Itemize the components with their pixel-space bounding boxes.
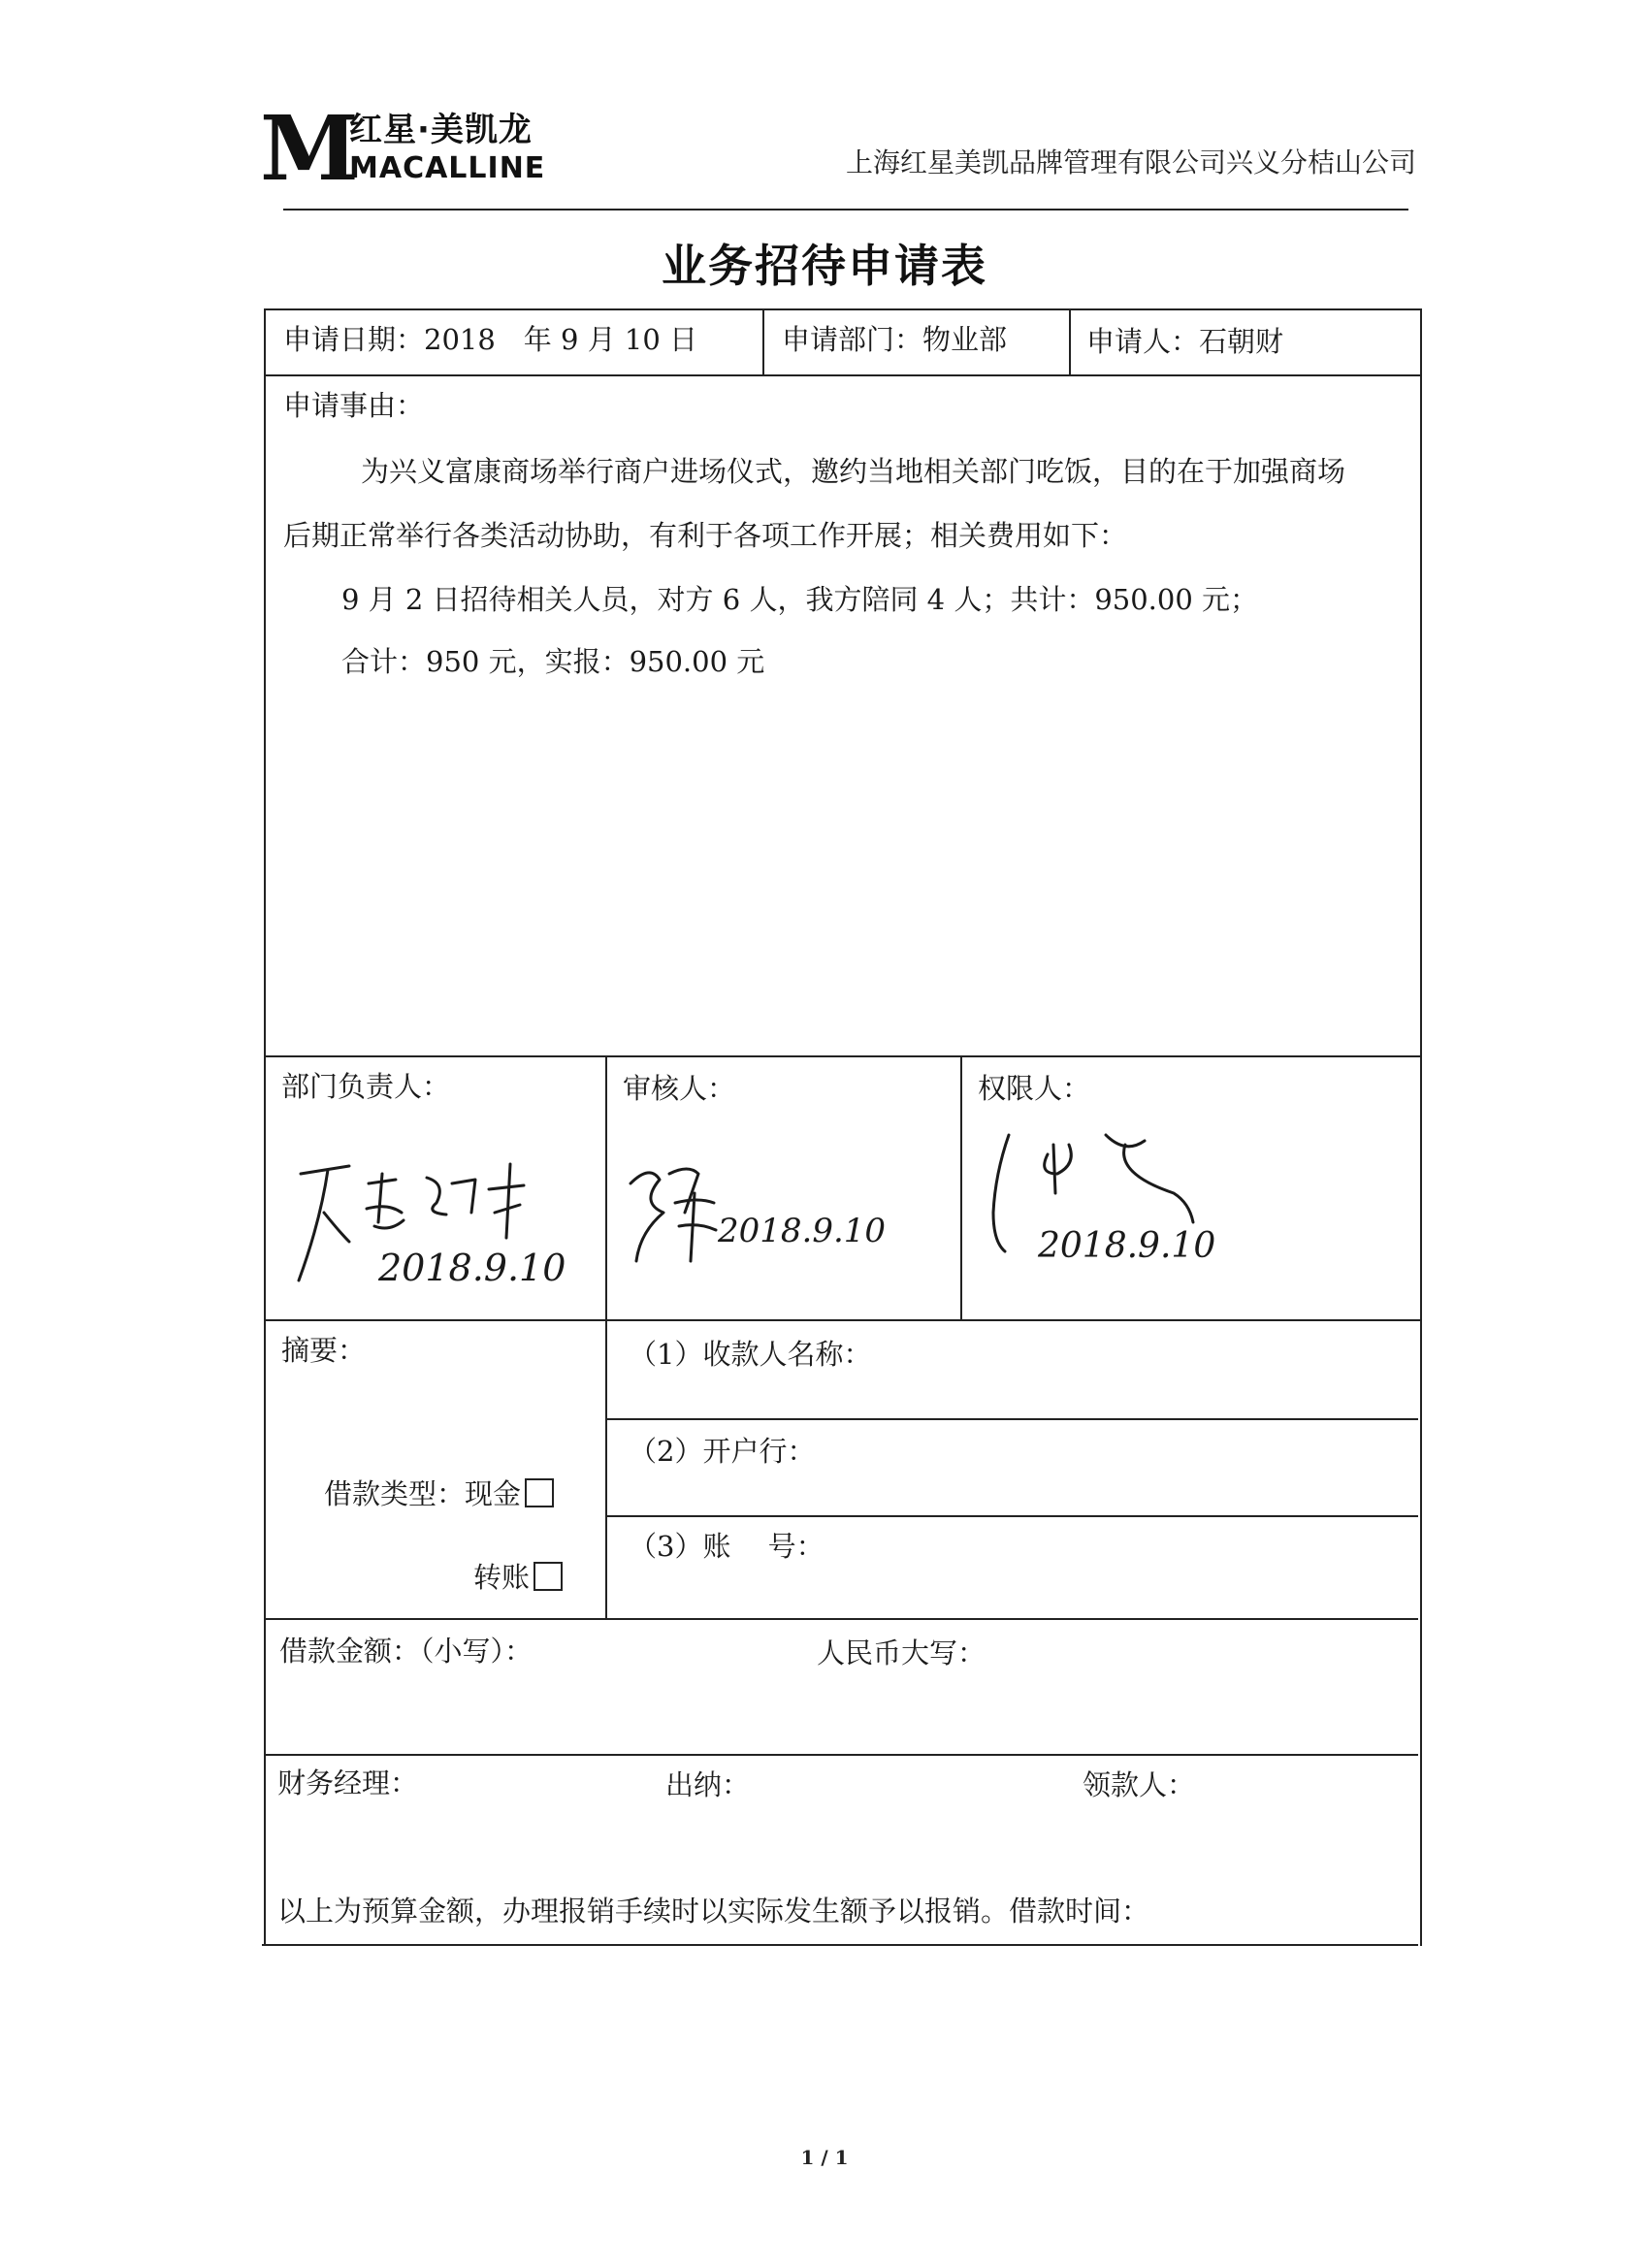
transfer-checkbox[interactable] [534, 1562, 563, 1591]
budget-note: 以上为预算金额，办理报销手续时以实际发生额予以报销。借款时间： [277, 1895, 1150, 1928]
loan-amount-small-label: 借款金额：（小写）： [279, 1635, 534, 1668]
table-bottom-border [262, 1944, 1418, 1946]
bank-bottom-line [605, 1515, 1418, 1517]
reviewer-signature [621, 1145, 892, 1290]
table-right-border [1420, 308, 1422, 1946]
application-date: 申请日期：2018 年 9 月 10 日 [283, 323, 698, 356]
reason-line-1: 为兴义富康商场举行商户进场仪式，邀约当地相关部门吃饭，目的在于加强商场 [361, 455, 1346, 488]
reason-bottom-line [266, 1055, 1420, 1057]
payee-bottom-line [605, 1418, 1418, 1420]
recipient-label: 领款人： [1083, 1768, 1196, 1801]
authority-sign-date: 2018.9.10 [1038, 1226, 1216, 1266]
approval-divider-1 [605, 1055, 607, 1618]
loan-type-transfer-label: 转账 [473, 1561, 531, 1594]
row1-bottom-line [266, 374, 1422, 376]
dept-head-signature [281, 1145, 582, 1310]
reason-line-3: 9 月 2 日招待相关人员，对方 6 人，我方陪同 4 人；共计：950.00 元； [341, 583, 1259, 616]
payee-name-label: （1）收款人名称： [629, 1338, 872, 1371]
table-left-border [264, 308, 266, 1946]
authority-signature [980, 1116, 1271, 1290]
applicant: 申请人：石朝财 [1086, 325, 1284, 358]
logo-mark: M [260, 96, 359, 201]
rmb-uppercase-label: 人民币大写： [817, 1636, 986, 1669]
summary-bottom-line [264, 1618, 1418, 1620]
reason-line-2: 后期正常举行各类活动协助，有利于各项工作开展；相关费用如下： [283, 519, 1128, 552]
application-department: 申请部门：物业部 [782, 323, 1008, 356]
finance-manager-label: 财务经理： [277, 1766, 419, 1799]
authority-label: 权限人： [978, 1072, 1091, 1105]
loan-type-cash [324, 1476, 554, 1511]
logo-english-name: MACALLINE [349, 151, 546, 185]
row1-divider-2 [1069, 308, 1071, 376]
approval-bottom-line [264, 1319, 1420, 1321]
cashier-label: 出纳： [665, 1768, 751, 1801]
dept-head-label: 部门负责人： [281, 1070, 451, 1103]
bank-label: （2）开户行： [629, 1435, 816, 1468]
row1-divider-1 [762, 308, 764, 376]
cash-checkbox[interactable] [525, 1478, 554, 1507]
company-logo [260, 96, 570, 201]
reviewer-sign-date: 2018.9.10 [718, 1212, 887, 1250]
dept-head-sign-date: 2018.9.10 [378, 1247, 566, 1289]
loan-type-cash-label: 借款类型：现金 [324, 1477, 522, 1510]
reviewer-label: 审核人： [623, 1072, 736, 1105]
amount-bottom-line [264, 1754, 1418, 1756]
form-title: 业务招待申请表 [662, 240, 987, 292]
reason-label: 申请事由： [283, 389, 425, 422]
table-top-border [266, 308, 1422, 310]
logo-chinese-name: 红星·美凯龙 [349, 111, 533, 149]
summary-label: 摘要： [281, 1334, 367, 1367]
header-divider [283, 209, 1408, 211]
account-number-label: （3）账 号： [629, 1530, 824, 1563]
company-name: 上海红星美凯品牌管理有限公司兴义分桔山公司 [845, 146, 1416, 178]
reason-line-4: 合计：950 元，实报：950.00 元 [341, 645, 765, 678]
loan-type-transfer [473, 1560, 563, 1595]
page-number: 1 / 1 [800, 2146, 849, 2169]
approval-divider-2 [960, 1055, 962, 1321]
